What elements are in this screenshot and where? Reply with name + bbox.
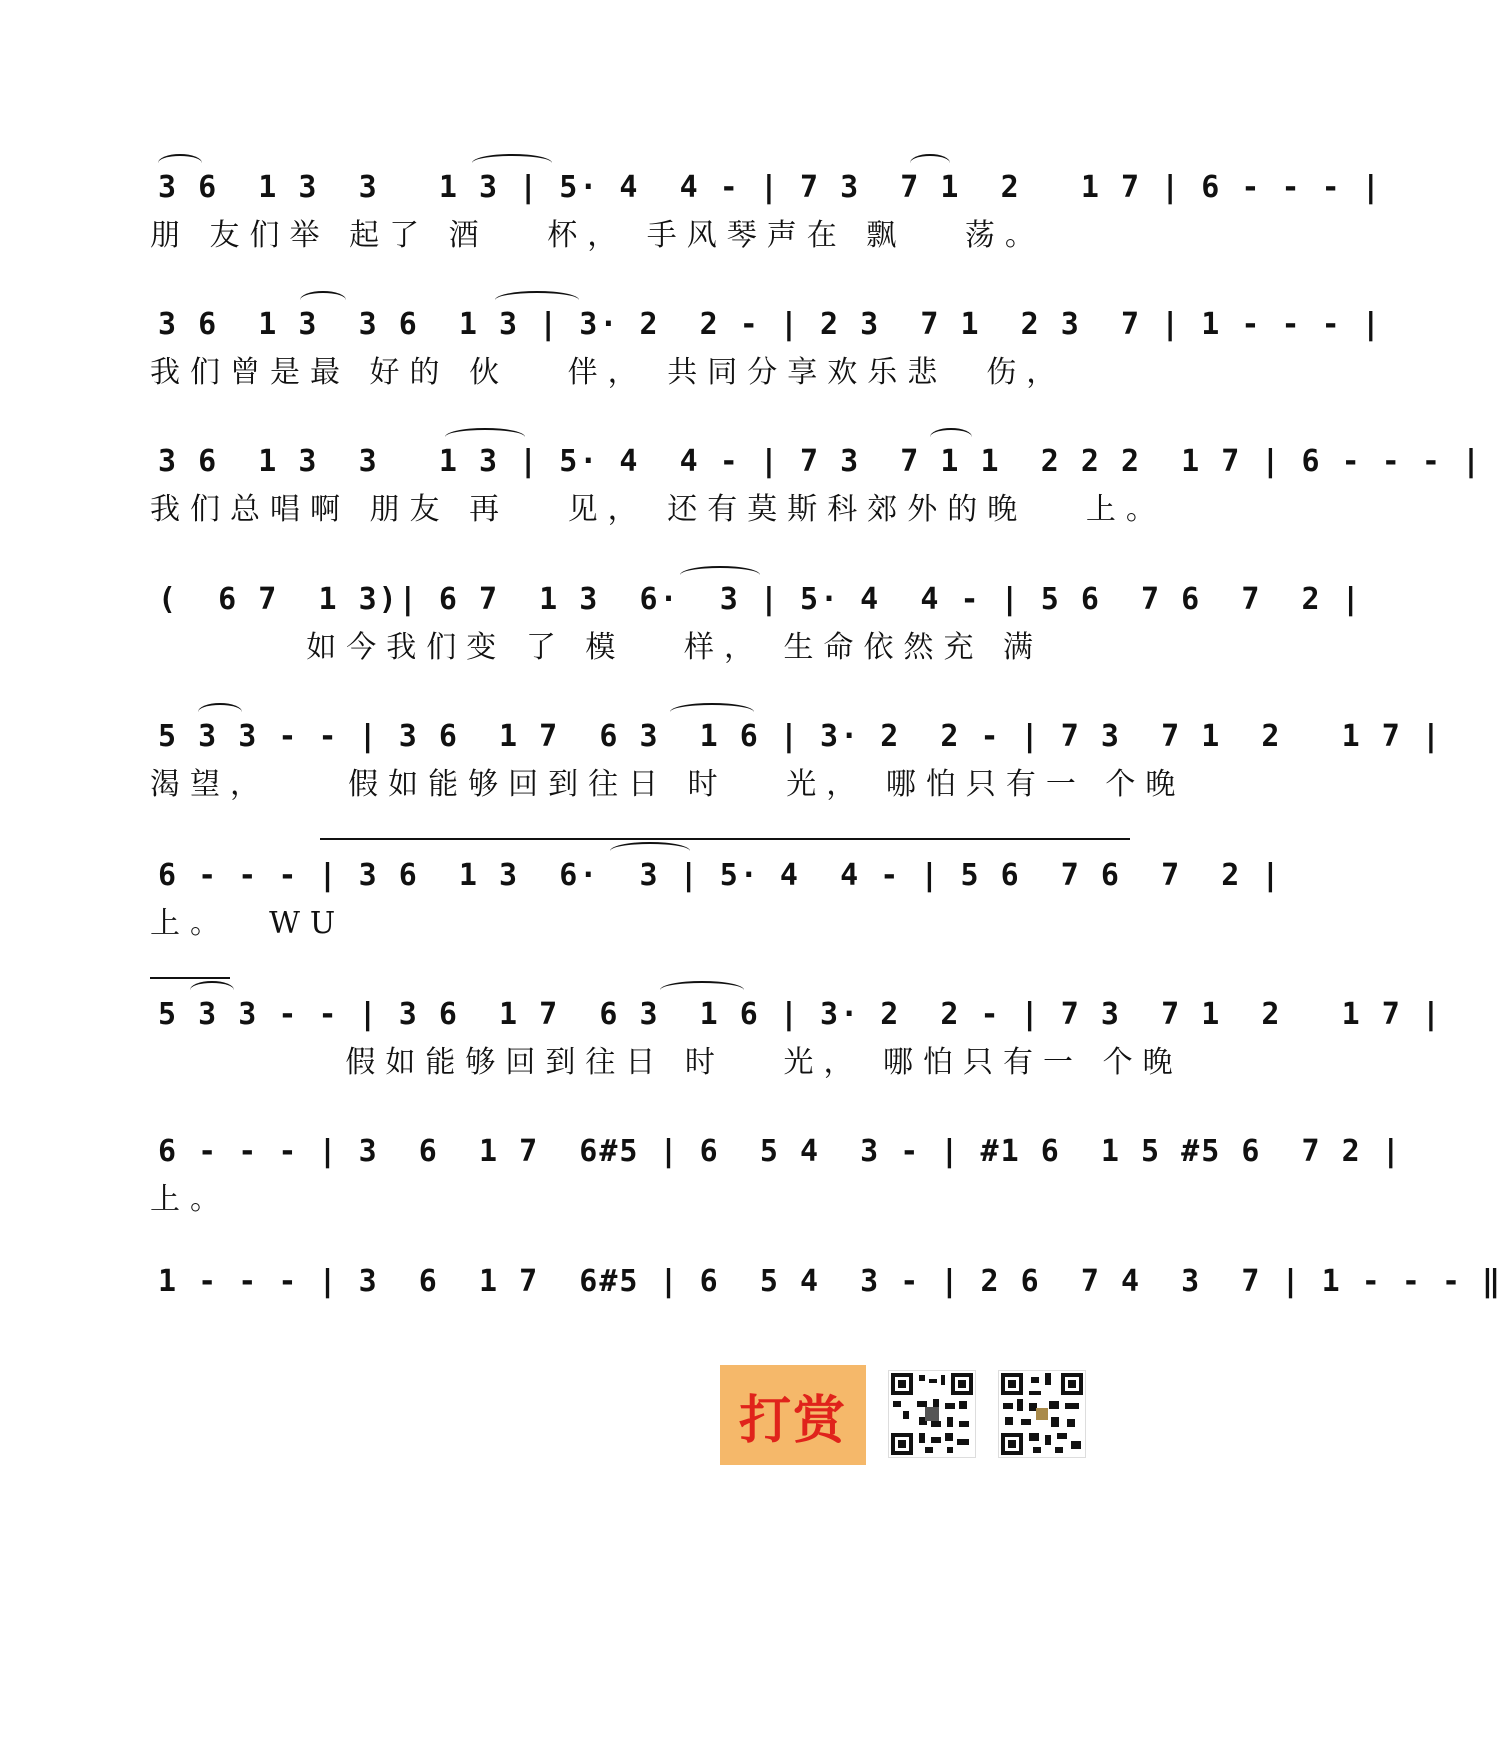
slur: [680, 566, 760, 584]
system-6: [150, 856, 1282, 976]
notes-line-7: 5 3 3 - - | 3 6 1 7 6 3 1 6 | 3· 2 2 - | 7 3 7 1 2 1 7 |: [158, 997, 1442, 1032]
slur: [445, 428, 525, 446]
notes-line-8: 6 - - - | 3 6 1 7 6#5 | 6 5 4 3 - | #1 6 1 5 #5 6 7 2 |: [158, 1134, 1402, 1169]
notes-line-6: 6 - - - | 3 6 1 3 6· 3 | 5· 4 4 - | 5 6 7 6 7 2 |: [158, 858, 1282, 893]
lyrics-line-1: 朋 友们举 起了 酒 杯， 手风琴声在 飘 荡。: [150, 218, 1045, 253]
notes-line-1: 3 6 1 3 3 1 3 | 5· 4 4 - | 7 3 7 1 2 1 7 | 6 - - - |: [158, 170, 1382, 205]
system-3: [150, 442, 1483, 562]
system-8: [150, 1132, 1402, 1252]
slur: [495, 291, 579, 309]
slur: [660, 981, 744, 999]
notes-line-9: 1 - - - | 3 6 1 7 6#5 | 6 5 4 3 - | 2 6 7 4 3 7 | 1 - - - ‖: [158, 1264, 1502, 1299]
slur: [670, 703, 754, 721]
slur: [472, 154, 552, 172]
lyrics-line-4: 如今我们变 了 模 样， 生命依然充 满: [150, 630, 1044, 665]
qr-code-graphic: [889, 1371, 975, 1457]
slur: [930, 428, 972, 446]
system-1: [150, 168, 1382, 288]
system-5: [150, 717, 1442, 837]
notes-line-4: ( 6 7 1 3)| 6 7 1 3 6· 3 | 5· 4 4 - | 5 6 7 6 7 2 |: [158, 582, 1362, 617]
phrase-tie-line: [320, 838, 1130, 840]
system-2: [150, 305, 1382, 425]
slur: [300, 291, 346, 309]
lyrics-line-3: 我们总唱啊 朋友 再 见， 还有莫斯科郊外的晚 上。: [150, 492, 1166, 527]
qr-code-icon: [888, 1370, 976, 1458]
slur: [158, 154, 202, 172]
lyrics-line-7: 假如能够回到往日 时 光， 哪怕只有一 个晚: [150, 1045, 1183, 1080]
qr-code-graphic: [999, 1371, 1085, 1457]
slur: [610, 842, 690, 860]
system-4: [150, 580, 1362, 700]
qr-code-icon: [998, 1370, 1086, 1458]
slur: [910, 154, 950, 172]
lyrics-line-8: 上。: [150, 1182, 230, 1217]
notes-line-3: 3 6 1 3 3 1 3 | 5· 4 4 - | 7 3 7 1 1 2 2 2 1 7 | 6 - - - |: [158, 444, 1483, 479]
reward-button[interactable]: [720, 1365, 866, 1465]
notes-line-2: 3 6 1 3 3 6 1 3 | 3· 2 2 - | 2 3 7 1 2 3 7 | 1 - - - |: [158, 307, 1382, 342]
system-7: [150, 995, 1442, 1115]
reward-label: 打赏: [738, 1390, 847, 1451]
slur: [198, 703, 242, 721]
lyrics-line-6: 上。 WU: [150, 906, 346, 941]
system-9: [150, 1262, 1502, 1382]
slur: [190, 981, 234, 999]
lyrics-line-2: 我们曾是最 好的 伙 伴， 共同分享欢乐悲 伤，: [150, 355, 1067, 390]
lyrics-line-5: 渴望， 假如能够回到往日 时 光， 哪怕只有一 个晚: [150, 767, 1186, 802]
notes-line-5: 5 3 3 - - | 3 6 1 7 6 3 1 6 | 3· 2 2 - | 7 3 7 1 2 1 7 |: [158, 719, 1442, 754]
phrase-tie-line: [150, 977, 230, 979]
